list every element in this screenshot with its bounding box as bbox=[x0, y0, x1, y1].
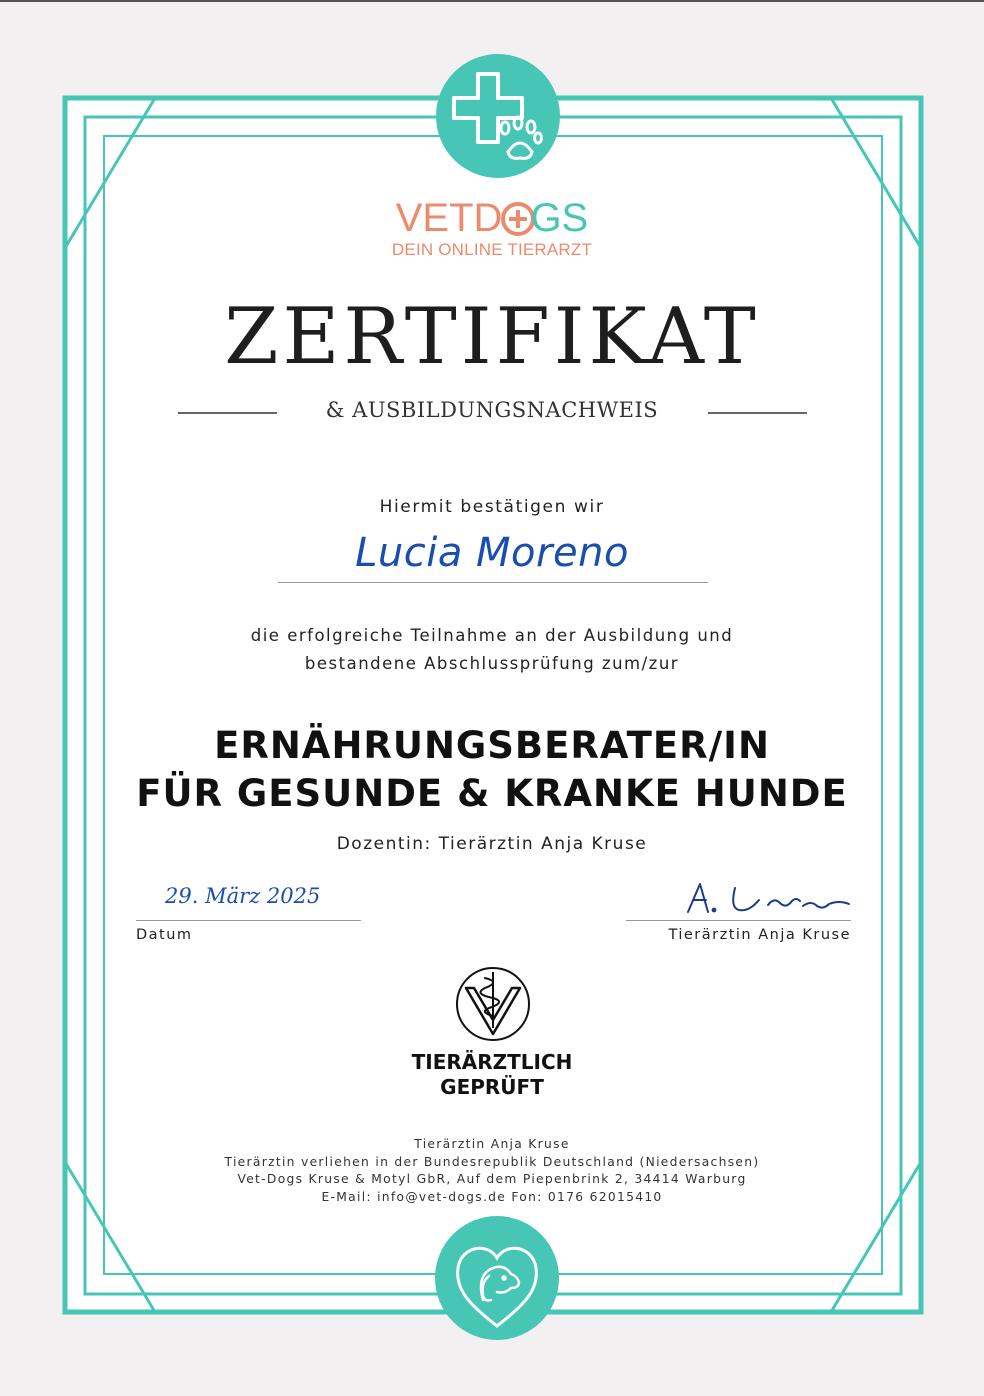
medical-cross-paw-icon bbox=[436, 54, 560, 178]
recipient-underline bbox=[278, 582, 708, 583]
brand-logo-text bbox=[0, 196, 984, 241]
course-title-line: ERNÄHRUNGSBERATER/IN bbox=[214, 724, 770, 767]
footer-line: Vet-Dogs Kruse & Motyl GbR, Auf dem Piepenbrink 2, 34414 Warburg bbox=[237, 1172, 747, 1186]
intro-text: Hiermit bestätigen wir bbox=[379, 497, 605, 517]
seal-line: TIERÄRZTLICH bbox=[411, 1050, 573, 1074]
date-value: 29. März 2025 bbox=[165, 884, 321, 908]
date-underline bbox=[136, 920, 361, 921]
description-line: die erfolgreiche Teilnahme an der Ausbildung und bbox=[250, 626, 734, 645]
signer-label: Tierärztin Anja Kruse bbox=[668, 927, 851, 943]
brand-name-vet: VETD bbox=[395, 196, 503, 240]
brand-name-dogs: GS bbox=[530, 196, 589, 240]
date-label: Datum bbox=[136, 927, 193, 943]
seal-text bbox=[0, 1050, 984, 1100]
signature-underline bbox=[626, 920, 851, 921]
course-title-line: FÜR GESUNDE & KRANKE HUNDE bbox=[136, 772, 848, 815]
footer bbox=[0, 1136, 984, 1206]
lecturer: Dozentin: Tierärztin Anja Kruse bbox=[336, 834, 648, 854]
footer-line: Tierärztin verliehen in der Bundesrepublik Deutschland (Niedersachsen) bbox=[224, 1154, 760, 1169]
veterinary-caduceus-icon bbox=[457, 968, 529, 1040]
course-title bbox=[0, 722, 984, 818]
footer-line: E-Mail: info@vet-dogs.de Fon: 0176 62015410 bbox=[321, 1189, 663, 1204]
certificate-title: ZERTIFIKAT bbox=[224, 292, 760, 382]
description bbox=[0, 622, 984, 678]
footer-line: Tierärztin Anja Kruse bbox=[414, 1137, 570, 1151]
certificate-subtitle: & AUSBILDUNGSNACHWEIS bbox=[325, 398, 659, 422]
recipient-name: Lucia Moreno bbox=[355, 530, 629, 576]
brand-tagline: DEIN ONLINE TIERARZT bbox=[391, 240, 593, 259]
heart-dog-icon bbox=[435, 1216, 559, 1340]
description-line: bestandene Abschlussprüfung zum/zur bbox=[304, 654, 680, 673]
seal-line: GEPRÜFT bbox=[440, 1075, 544, 1099]
